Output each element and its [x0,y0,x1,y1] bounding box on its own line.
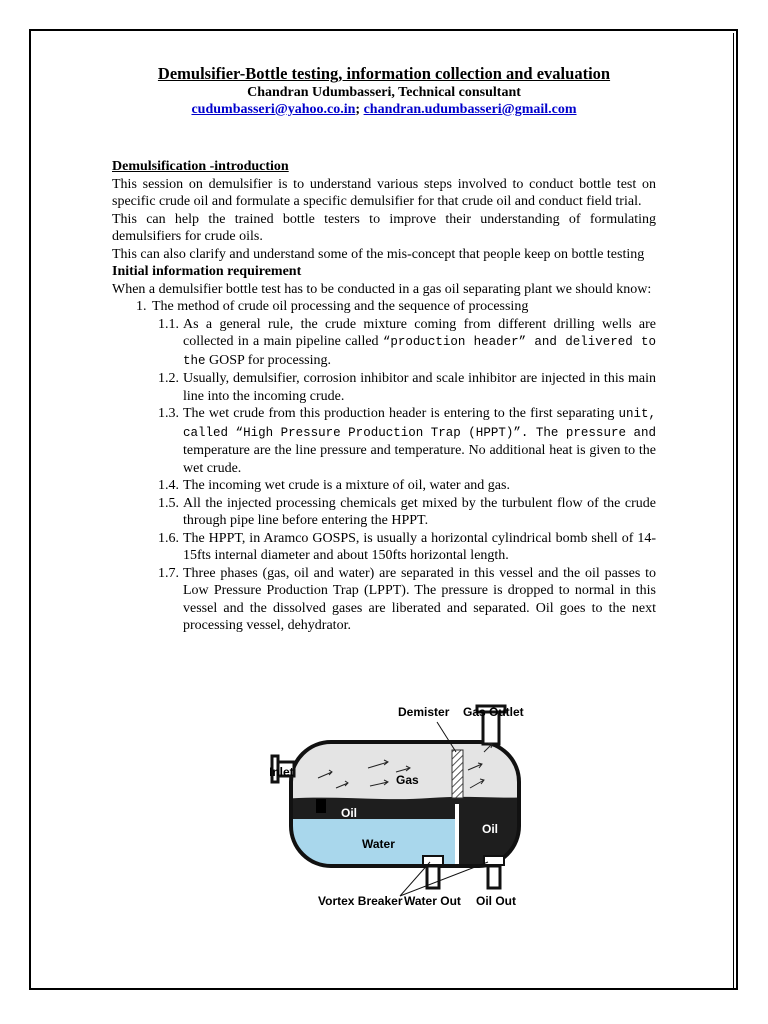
sublist-text: GOSP for processing. [205,352,331,368]
vortex-breaker-water [423,856,443,865]
list-item-text: The method of crude oil processing and the sequence of processing [152,299,529,314]
label-vortex-breaker: Vortex Breaker [318,894,403,908]
intro-paragraph-2: This can help the trained bottle testers to improve their understanding of formulating demulsifiers for crude oils. [112,211,656,244]
sublist-number: 1.2. [158,371,179,386]
weir-plate [455,804,459,866]
requirements-heading: Initial information requirement [112,264,302,279]
sublist-text: The incoming wet crude is a mixture of oil, water and gas. [183,478,510,493]
sublist-text-mono: “production header” and delivered to the [183,335,656,368]
sublist-number: 1.4. [158,478,179,493]
list-number: 1. [136,299,147,314]
sublist-number: 1.3. [158,406,179,421]
sublist-item-1-1 [112,316,656,371]
label-gas-outlet: Gas Outlet [463,705,524,719]
sublist-text: The wet crude from this production header is entering to the first separating [183,406,619,421]
label-gas: Gas [396,773,419,787]
vortex-breaker-oil [484,856,504,865]
sublist-text-mono: unit, called “High Pressure Production Trap (HPPT)”. The pressure and [183,407,656,440]
sublist-text: As a general rule, the crude mixture coming from different drilling wells are collected in a main pipeline called [183,316,656,349]
sublist-number: 1.5. [158,495,179,511]
label-demister: Demister [398,705,450,719]
oil-out-nozzle [488,866,500,888]
label-inlet: Inlet [270,765,294,779]
document-title: Demulsifier-Bottle testing, information collection and evaluation [157,64,611,83]
sublist-text: Three phases (gas, oil and water) are separated in this vessel and the oil passes to Low Pressure Production Trap (LPPT). The pressure is dropped to normal in this vessel and the dissolved gases are liberated and separated. Oil goes to the next processing vessel, dehydrator. [183,565,656,633]
sublist-item-1-2 [112,370,656,405]
intro-paragraph-3: This can also clarify and understand some of the mis-concept that people keep on bottle testing [112,246,645,262]
sublist-item-1-6 [112,530,656,565]
sublist-text: All the injected processing chemicals get mixed by the turbulent flow of the crude through pipe line before entering the HPPT. [183,495,656,528]
intro-paragraph-1: This session on demulsifier is to understand various steps involved to conduct bottle test on specific crude oil and formulate a specific demulsifier for that crude oil and conduct field trial. [112,176,656,209]
requirements-lead: When a demulsifier bottle test has to be conducted in a gas oil separating plant we should know: [112,281,652,297]
oil-droplet [316,799,326,813]
sublist-item-1-5 [112,495,656,530]
intro-heading: Demulsification -introduction [112,159,289,174]
email-line [112,101,656,118]
separator-diagram-svg [270,700,530,912]
sublist-item-1-4 [112,477,656,495]
sublist-item-1-3 [112,405,656,477]
separator-diagram [270,700,530,912]
label-oil-chamber: Oil [482,822,499,836]
sublist-number: 1.7. [158,565,179,581]
sublist-number: 1.1. [158,316,179,332]
label-oil-layer: Oil [341,806,358,820]
sublist-text: The HPPT, in Aramco GOSPS, is usually a horizontal cylindrical bomb shell of 14-15fts internal diameter and about 150fts horizontal length. [183,530,656,563]
label-water: Water [362,837,395,851]
sublist-number: 1.6. [158,530,179,546]
demister-pad [452,750,463,798]
email-link-yahoo[interactable]: cudumbasseri@yahoo.co.in [191,102,356,117]
document-body [112,64,656,635]
sublist-text: Usually, demulsifier, corrosion inhibitor and scale inhibitor are injected in this main line into the incoming crude. [183,371,656,404]
email-link-gmail[interactable]: chandran.udumbasseri@gmail.com [363,102,577,117]
label-oil-out: Oil Out [476,894,516,908]
email-separator: ; [355,102,361,117]
author-line: Chandran Udumbasseri, Technical consultant [247,85,521,100]
label-water-out: Water Out [404,894,461,908]
sublist-text: temperature are the line pressure and temperature. No additional heat is given to the wet crude. [183,443,656,476]
sublist-item-1-7 [112,565,656,635]
list-item-1 [112,298,656,316]
